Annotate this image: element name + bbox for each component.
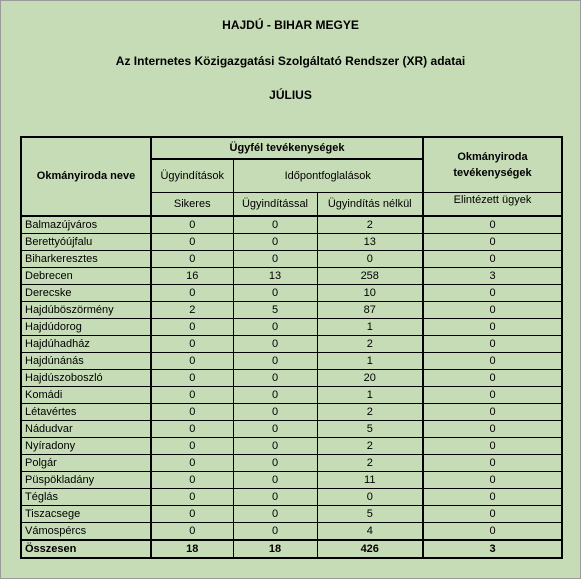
table-cell: 0: [151, 234, 233, 251]
table-cell: 1: [317, 387, 423, 404]
table-cell: 0: [233, 370, 317, 387]
table-cell: 0: [151, 251, 233, 268]
table-cell: 0: [233, 455, 317, 472]
table-cell: 0: [423, 285, 562, 302]
office-name: Komádi: [21, 387, 151, 404]
table-cell: 0: [233, 216, 317, 234]
table-cell: 5: [317, 506, 423, 523]
table-cell: 0: [233, 234, 317, 251]
table-cell: 0: [151, 387, 233, 404]
table-row: [21, 285, 562, 302]
table-cell: 0: [151, 523, 233, 541]
table-cell: 0: [151, 472, 233, 489]
table-cell: 0: [233, 438, 317, 455]
table-cell: 1: [317, 319, 423, 336]
table-cell: 0: [151, 216, 233, 234]
table-cell: 0: [151, 319, 233, 336]
office-name: Hajdúböszörmény: [21, 302, 151, 319]
header-appointments: Időpontfoglalások: [233, 159, 423, 193]
table-cell: 4: [317, 523, 423, 541]
table-row: [21, 421, 562, 438]
table-cell: 0: [423, 216, 562, 234]
table-cell: 258: [317, 268, 423, 285]
table-cell: 0: [423, 404, 562, 421]
table-cell: 13: [317, 234, 423, 251]
header-office-activities: [423, 137, 562, 193]
table-row: [21, 404, 562, 421]
table-row: [21, 268, 562, 285]
office-name: Berettyóújfalu: [21, 234, 151, 251]
table-cell: 0: [423, 421, 562, 438]
office-name: Nádudvar: [21, 421, 151, 438]
table-cell: 0: [233, 421, 317, 438]
table-cell: 0: [423, 336, 562, 353]
total-cell: 3: [423, 540, 562, 558]
table-cell: 0: [423, 455, 562, 472]
table-row: [21, 489, 562, 506]
table-row: [21, 319, 562, 336]
table-cell: 2: [317, 455, 423, 472]
table-cell: 0: [233, 285, 317, 302]
table-row: [21, 523, 562, 541]
table-cell: 3: [423, 268, 562, 285]
office-name: Nyíradony: [21, 438, 151, 455]
table-cell: 0: [423, 472, 562, 489]
table-cell: 0: [151, 336, 233, 353]
table-cell: 13: [233, 268, 317, 285]
header-with-case: Ügyindítással: [233, 193, 317, 217]
table-cell: 0: [233, 336, 317, 353]
table-cell: 0: [151, 285, 233, 302]
table-cell: 0: [233, 489, 317, 506]
table-cell: 0: [233, 251, 317, 268]
table-body: [21, 216, 562, 558]
table-cell: 0: [423, 370, 562, 387]
table-cell: 0: [423, 319, 562, 336]
table-cell: 16: [151, 268, 233, 285]
table-cell: 0: [423, 438, 562, 455]
table-cell: 2: [317, 216, 423, 234]
report-subtitle: Az Internetes Közigazgatási Szolgáltató Rendszer (XR) adatai: [115, 54, 466, 68]
table-cell: 0: [423, 523, 562, 541]
table-cell: 87: [317, 302, 423, 319]
table-row: [21, 251, 562, 268]
table-cell: 0: [233, 404, 317, 421]
table-cell: 0: [423, 353, 562, 370]
header-office-activities-label: Okmányiroda tevékenységek: [453, 151, 532, 179]
table-cell: 0: [233, 472, 317, 489]
table-row: [21, 455, 562, 472]
table-cell: 2: [317, 336, 423, 353]
total-cell: 18: [233, 540, 317, 558]
table-cell: 0: [233, 319, 317, 336]
header-client-activities: Ügyfél tevékenységek: [151, 137, 423, 159]
table-row: [21, 387, 562, 404]
table-row: [21, 438, 562, 455]
table-cell: 0: [317, 251, 423, 268]
table-cell: 11: [317, 472, 423, 489]
office-name: Balmazújváros: [21, 216, 151, 234]
table-cell: 0: [423, 387, 562, 404]
office-name: Vámospércs: [21, 523, 151, 541]
office-name: Tiszacsege: [21, 506, 151, 523]
month-title: JÚLIUS: [269, 88, 312, 102]
table-cell: 0: [423, 302, 562, 319]
county-title: HAJDÚ - BIHAR MEGYE: [222, 18, 359, 32]
table-cell: 5: [317, 421, 423, 438]
office-name: Biharkeresztes: [21, 251, 151, 268]
total-row: [21, 540, 562, 558]
office-name: Téglás: [21, 489, 151, 506]
table-cell: 0: [233, 523, 317, 541]
total-label: Összesen: [21, 540, 151, 558]
table-row: [21, 336, 562, 353]
table-cell: 0: [423, 506, 562, 523]
header-done-cases: Elintézett ügyek: [423, 193, 562, 217]
table-cell: 20: [317, 370, 423, 387]
header-office-name: Okmányiroda neve: [21, 137, 151, 216]
table-row: [21, 234, 562, 251]
office-name: Debrecen: [21, 268, 151, 285]
statistics-table: [20, 136, 563, 559]
table-cell: 2: [151, 302, 233, 319]
table-cell: 0: [151, 489, 233, 506]
header-without-case: Ügyindítás nélkül: [317, 193, 423, 217]
office-name: Hajdúhadház: [21, 336, 151, 353]
office-name: Hajdúdorog: [21, 319, 151, 336]
table-row: [21, 370, 562, 387]
table-cell: 5: [233, 302, 317, 319]
table-row: [21, 302, 562, 319]
table-cell: 0: [151, 370, 233, 387]
table-cell: 0: [317, 489, 423, 506]
office-name: Hajdúnánás: [21, 353, 151, 370]
table-row: [21, 353, 562, 370]
table-cell: 0: [233, 387, 317, 404]
total-cell: 18: [151, 540, 233, 558]
table-cell: 0: [423, 251, 562, 268]
table-cell: 10: [317, 285, 423, 302]
office-name: Létavértes: [21, 404, 151, 421]
office-name: Hajdúszoboszló: [21, 370, 151, 387]
table-cell: 2: [317, 404, 423, 421]
table-cell: 2: [317, 438, 423, 455]
table-cell: 1: [317, 353, 423, 370]
office-name: Derecske: [21, 285, 151, 302]
header-initiations: Ügyindítások: [151, 159, 233, 193]
table-row: [21, 472, 562, 489]
table-cell: 0: [423, 234, 562, 251]
table-cell: 0: [151, 506, 233, 523]
table-row: [21, 506, 562, 523]
table-cell: 0: [423, 489, 562, 506]
header-successful: Sikeres: [151, 193, 233, 217]
table-cell: 0: [233, 353, 317, 370]
table-row: [21, 216, 562, 234]
table-cell: 0: [151, 455, 233, 472]
office-name: Polgár: [21, 455, 151, 472]
total-cell: 426: [317, 540, 423, 558]
table-cell: 0: [151, 353, 233, 370]
office-name: Püspökladány: [21, 472, 151, 489]
table-cell: 0: [233, 506, 317, 523]
table-cell: 0: [151, 404, 233, 421]
table-cell: 0: [151, 421, 233, 438]
table-cell: 0: [151, 438, 233, 455]
